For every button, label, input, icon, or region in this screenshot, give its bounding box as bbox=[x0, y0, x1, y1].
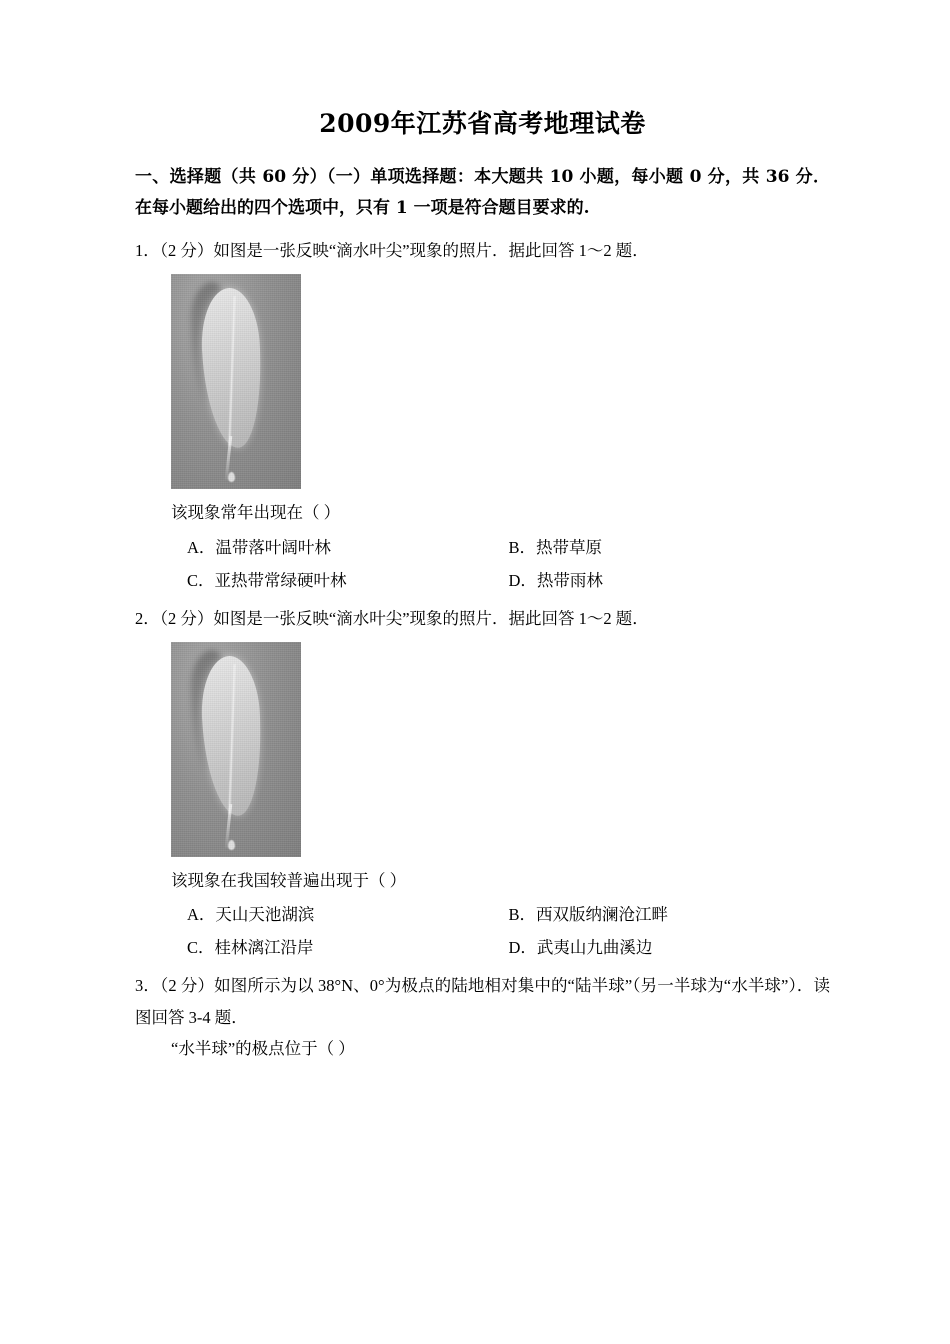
question-3-stem: 3．（2 分）如图所示为以 38°N、0°为极点的陆地相对集中的“陆半球”（另一半球为“水半球”）．读图回答 3‐4 题． bbox=[135, 976, 830, 1027]
option-a[interactable]: A．温带落叶阔叶林 bbox=[187, 537, 331, 557]
option-c[interactable]: C．桂林漓江沿岸 bbox=[187, 938, 314, 958]
option-row bbox=[187, 898, 830, 931]
question-1-figure bbox=[171, 274, 301, 489]
question-2-figure bbox=[171, 642, 301, 857]
option-row bbox=[187, 931, 830, 964]
question-3 bbox=[135, 970, 830, 1064]
option-a[interactable]: A．天山天池湖滨 bbox=[187, 905, 315, 925]
question-1 bbox=[135, 235, 830, 597]
question-1-prompt: 该现象常年出现在（ ） bbox=[171, 503, 341, 523]
option-row bbox=[187, 531, 830, 564]
option-d[interactable]: D．武夷山九曲溪边 bbox=[508, 938, 653, 958]
question-2-prompt: 该现象在我国较普遍出现于（ ） bbox=[171, 870, 407, 890]
page-title: 2009年江苏省高考地理试卷 bbox=[319, 109, 646, 138]
figure-noise-texture bbox=[171, 642, 301, 857]
question-1-options bbox=[187, 531, 830, 597]
option-c[interactable]: C．亚热带常绿硬叶林 bbox=[187, 570, 347, 590]
figure-noise-texture bbox=[171, 274, 301, 489]
option-b[interactable]: B．热带草原 bbox=[508, 537, 603, 557]
section-heading: 一、选择题（共 60 分）（一）单项选择题：本大题共 10 小题，每小题 0 分，共 36 分．在每小题给出的四个选项中，只有 1 一项是符合题目要求的. bbox=[135, 167, 830, 219]
option-b[interactable]: B．西双版纳澜沧江畔 bbox=[508, 905, 669, 925]
question-1-stem: 1．（2 分）如图是一张反映“滴水叶尖”现象的照片．据此回答 1～2 题． bbox=[135, 240, 649, 260]
question-2-stem: 2．（2 分）如图是一张反映“滴水叶尖”现象的照片．据此回答 1～2 题． bbox=[135, 608, 649, 628]
option-d[interactable]: D．热带雨林 bbox=[508, 570, 603, 590]
question-2-options bbox=[187, 898, 830, 964]
question-2 bbox=[135, 603, 830, 965]
question-3-prompt: “水半球”的极点位于（ ） bbox=[171, 1038, 355, 1058]
option-row bbox=[187, 564, 830, 597]
